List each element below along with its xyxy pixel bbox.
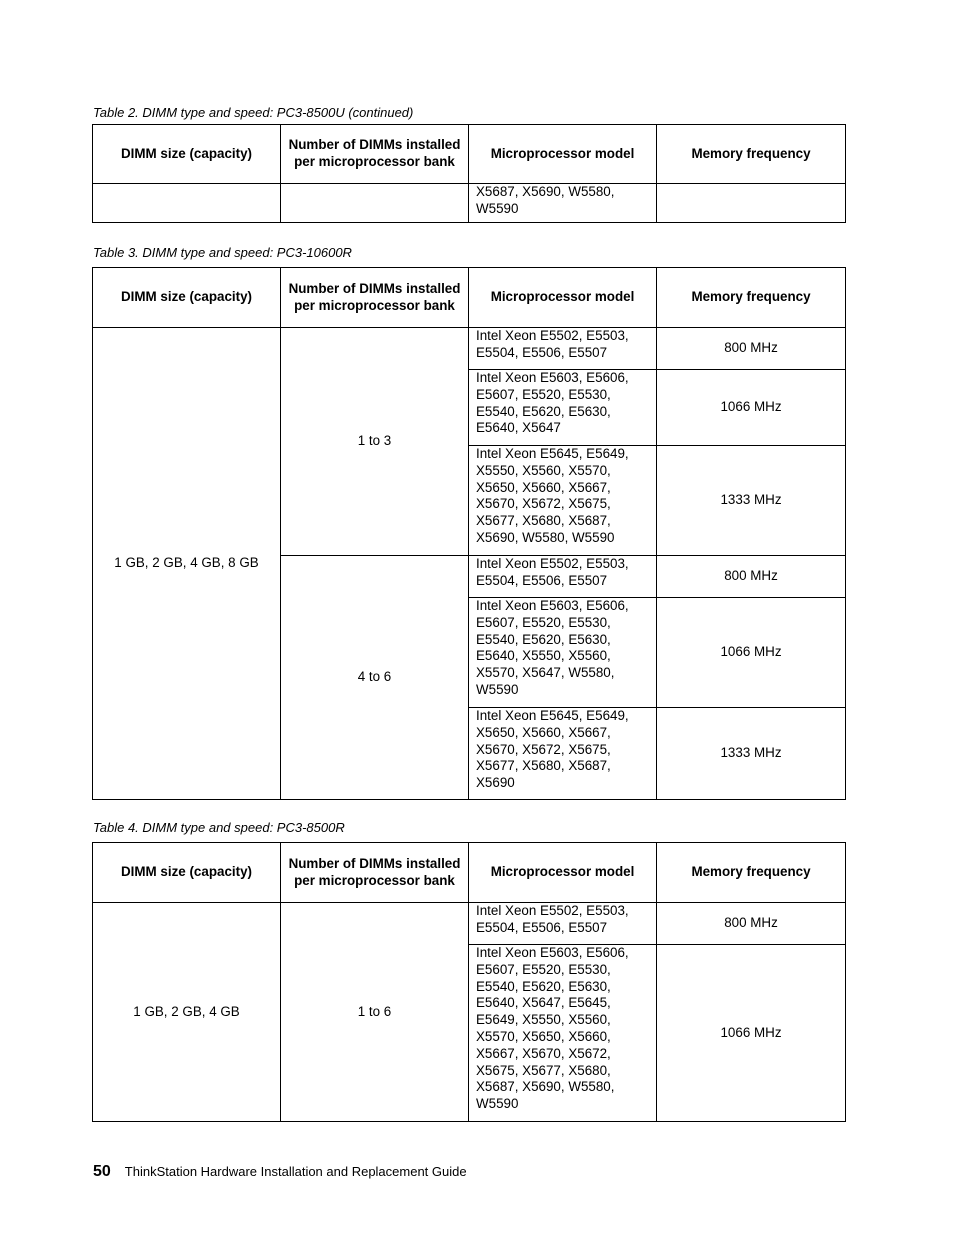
cell-mem-freq: 1066 MHz: [657, 945, 846, 1122]
header-micro-model: Microprocessor model: [469, 268, 657, 328]
header-dimm-size: DIMM size (capacity): [93, 125, 281, 184]
cell-mem-freq: 1066 MHz: [657, 598, 846, 708]
table3: [92, 267, 846, 800]
cell-mem-freq: 800 MHz: [657, 903, 846, 945]
cell-micro-model: Intel Xeon E5502, E5503, E5504, E5506, E5507: [469, 903, 657, 945]
cell-dimm-size: [93, 184, 281, 223]
cell-micro-model: Intel Xeon E5603, E5606, E5607, E5520, E5530, E5540, E5620, E5630, E5640, X5550, X5560, X5570, X5647, W5580, W5590: [469, 598, 657, 708]
cell-dimm-count: 1 to 3: [281, 328, 469, 556]
cell-micro-model: Intel Xeon E5645, E5649, X5650, X5660, X5667, X5670, X5672, X5675, X5677, X5680, X5687, X5690: [469, 708, 657, 800]
header-mem-freq: Memory frequency: [657, 125, 846, 184]
table4-header-row: [93, 843, 846, 903]
cell-mem-freq: 800 MHz: [657, 556, 846, 598]
footer-title: ThinkStation Hardware Installation and Replacement Guide: [124, 1164, 467, 1179]
cell-micro-model: X5687, X5690, W5580, W5590: [469, 184, 657, 223]
cell-mem-freq: 1066 MHz: [657, 370, 846, 446]
cell-mem-freq: [657, 184, 846, 223]
table2: [92, 124, 846, 223]
cell-mem-freq: 1333 MHz: [657, 708, 846, 800]
table2-caption: Table 2. DIMM type and speed: PC3-8500U (continued): [93, 105, 414, 120]
header-dimm-count: Number of DIMMs installed per microprocessor bank: [281, 268, 469, 328]
table4-caption: Table 4. DIMM type and speed: PC3-8500R: [93, 820, 345, 835]
table-row: [93, 328, 846, 370]
page-footer: [93, 1163, 467, 1181]
table4: [92, 842, 846, 1122]
header-mem-freq: Memory frequency: [657, 268, 846, 328]
cell-dimm-count: 1 to 6: [281, 903, 469, 1122]
header-micro-model: Microprocessor model: [469, 843, 657, 903]
cell-micro-model: Intel Xeon E5502, E5503, E5504, E5506, E5507: [469, 328, 657, 370]
table-row: [93, 903, 846, 945]
table3-caption: Table 3. DIMM type and speed: PC3-10600R: [93, 245, 352, 260]
header-dimm-size: DIMM size (capacity): [93, 843, 281, 903]
cell-micro-model: Intel Xeon E5603, E5606, E5607, E5520, E5530, E5540, E5620, E5630, E5640, X5647, E5645, E5649, X5550, X5560, X5570, X5650, X5660, X5667, X5670, X5672, X5675, X5677, X5680, X5687, X5690, W5580, W5590: [469, 945, 657, 1122]
table-row: [93, 184, 846, 223]
table2-header-row: [93, 125, 846, 184]
cell-dimm-size: 1 GB, 2 GB, 4 GB: [93, 903, 281, 1122]
header-micro-model: Microprocessor model: [469, 125, 657, 184]
header-dimm-size: DIMM size (capacity): [93, 268, 281, 328]
header-dimm-count: Number of DIMMs installed per microprocessor bank: [281, 125, 469, 184]
cell-mem-freq: 800 MHz: [657, 328, 846, 370]
cell-dimm-count: [281, 184, 469, 223]
cell-micro-model: Intel Xeon E5502, E5503, E5504, E5506, E5507: [469, 556, 657, 598]
cell-dimm-size: 1 GB, 2 GB, 4 GB, 8 GB: [93, 328, 281, 800]
header-dimm-count: Number of DIMMs installed per microprocessor bank: [281, 843, 469, 903]
table3-header-row: [93, 268, 846, 328]
cell-micro-model: Intel Xeon E5603, E5606, E5607, E5520, E5530, E5540, E5620, E5630, E5640, X5647: [469, 370, 657, 446]
cell-micro-model: Intel Xeon E5645, E5649, X5550, X5560, X5570, X5650, X5660, X5667, X5670, X5672, X5675, X5677, X5680, X5687, X5690, W5580, W5590: [469, 446, 657, 556]
page-number: 50: [93, 1163, 111, 1180]
cell-mem-freq: 1333 MHz: [657, 446, 846, 556]
cell-dimm-count: 4 to 6: [281, 556, 469, 800]
header-mem-freq: Memory frequency: [657, 843, 846, 903]
